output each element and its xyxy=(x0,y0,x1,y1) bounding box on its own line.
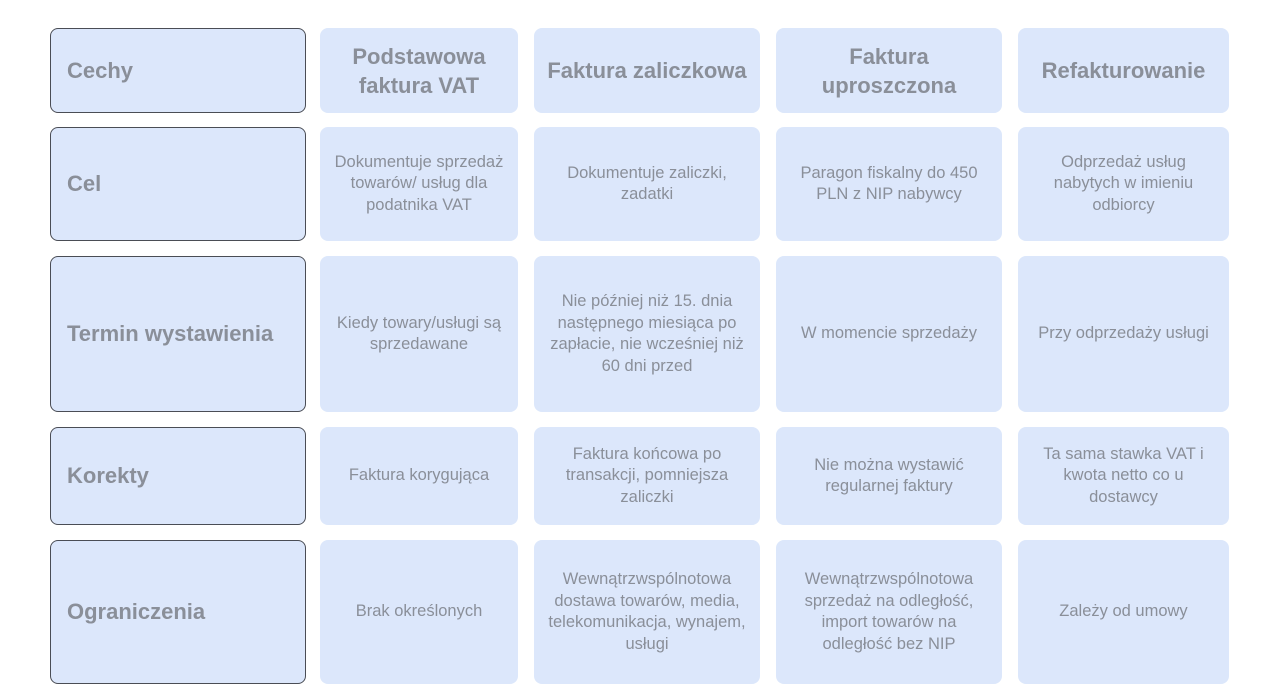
table-cell: Brak określonych xyxy=(320,540,518,684)
column-header-simplified-invoice: Faktura uproszczona xyxy=(776,28,1002,113)
table-cell: Paragon fiskalny do 450 PLN z NIP nabywcy xyxy=(776,127,1002,241)
table-cell: Nie później niż 15. dnia następnego miesiąca po zapłacie, nie wcześniej niż 60 dni przed xyxy=(534,256,760,412)
table-cell: Wewnątrzwspólnotowa sprzedaż na odległość, import towarów na odległość bez NIP xyxy=(776,540,1002,684)
row-header-limitations: Ograniczenia xyxy=(50,540,306,684)
column-header-basic-invoice: Podstawowa faktura VAT xyxy=(320,28,518,113)
column-header-reinvoicing: Refakturowanie xyxy=(1018,28,1229,113)
corner-header xyxy=(50,28,306,113)
row-header-purpose: Cel xyxy=(50,127,306,241)
table-cell: Przy odprzedaży usługi xyxy=(1018,256,1229,412)
table-cell: Kiedy towary/usługi są sprzedawane xyxy=(320,256,518,412)
table-cell: Dokumentuje sprzedaż towarów/ usług dla podatnika VAT xyxy=(320,127,518,241)
row-header-issue-date: Termin wystawienia xyxy=(50,256,306,412)
table-cell: Faktura końcowa po transakcji, pomniejsza zaliczki xyxy=(534,427,760,525)
table-cell: Odprzedaż usług nabytych w imieniu odbiorcy xyxy=(1018,127,1229,241)
table-cell: Nie można wystawić regularnej faktury xyxy=(776,427,1002,525)
table-cell: Wewnątrzwspólnotowa dostawa towarów, media, telekomunikacja, wynajem, usługi xyxy=(534,540,760,684)
table-cell: Dokumentuje zaliczki, zadatki xyxy=(534,127,760,241)
table-cell: Zależy od umowy xyxy=(1018,540,1229,684)
column-header-advance-invoice: Faktura zaliczkowa xyxy=(534,28,760,113)
row-header-corrections: Korekty xyxy=(50,427,306,525)
table-cell: Ta sama stawka VAT i kwota netto co u dostawcy xyxy=(1018,427,1229,525)
corner-label: Cechy xyxy=(67,57,134,83)
table-cell: W momencie sprzedaży xyxy=(776,256,1002,412)
table-cell: Faktura korygująca xyxy=(320,427,518,525)
